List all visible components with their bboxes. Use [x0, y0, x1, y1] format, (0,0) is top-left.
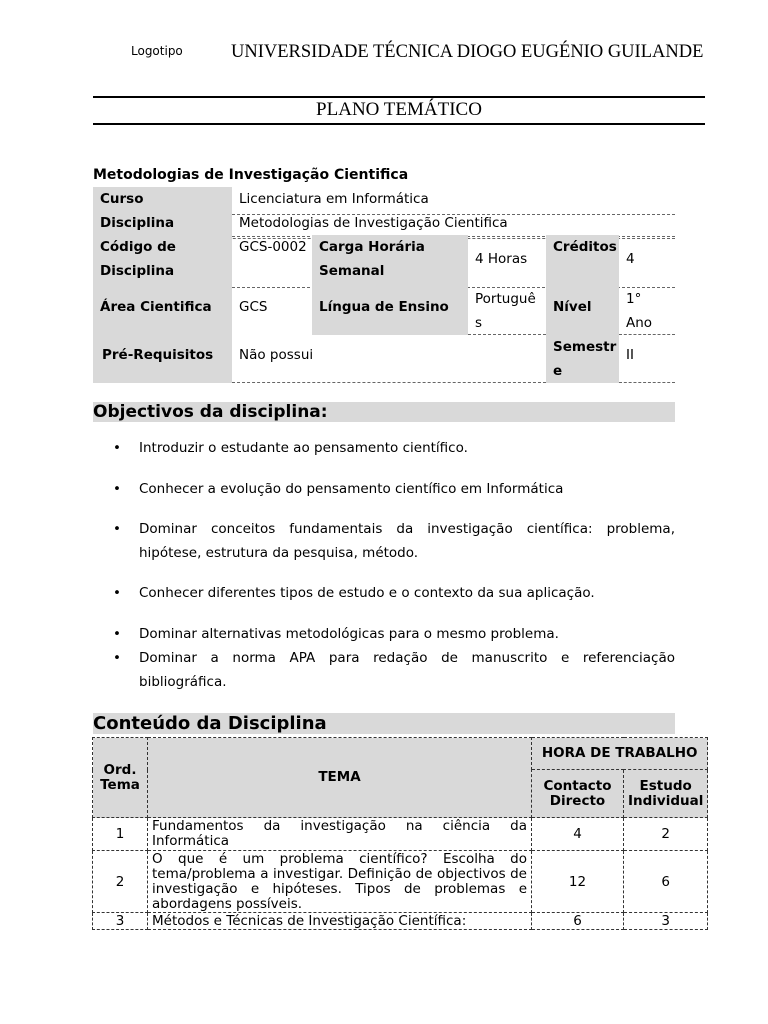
- row-ord: 1: [93, 818, 148, 851]
- disciplina-value: Metodologias de Investigação Cientifica: [232, 215, 675, 237]
- title-bottom-rule: [93, 123, 705, 125]
- objective-item: • Conhecer diferentes tipos de estudo e o contexto da sua aplicação.: [93, 581, 675, 605]
- table-row: [93, 851, 708, 913]
- objective-item: • Dominar conceitos fundamentais da investigação científica: problema, hipótese, estrutura da pesquisa, método.: [93, 517, 675, 565]
- lingua-value: Português: [468, 287, 546, 335]
- row-ord: 3: [93, 913, 148, 930]
- carga-label: Carga Horária Semanal: [312, 235, 468, 287]
- area-value: GCS: [239, 299, 268, 315]
- creditos-label: Créditos: [546, 235, 619, 287]
- curso-label: Curso: [93, 187, 232, 211]
- table-row: [93, 818, 708, 851]
- col-ord-header: Ord. Tema: [93, 738, 148, 818]
- col-contacto-header: Contacto Directo: [532, 770, 624, 818]
- prereq-value: Não possui: [232, 335, 546, 383]
- title-top-rule: [93, 96, 705, 98]
- content-table: [92, 737, 708, 930]
- row-estudo: 2: [624, 818, 708, 851]
- semestre-label: Semestre: [546, 335, 619, 383]
- col-tema-header: TEMA: [148, 738, 532, 818]
- semestre-value: II: [619, 335, 675, 383]
- lingua-label: Língua de Ensino: [312, 287, 468, 335]
- codigo-label: Código de Disciplina: [93, 235, 232, 287]
- course-title: Metodologias de Investigação Cientifica: [93, 167, 409, 183]
- row-contacto: 12: [532, 851, 624, 913]
- objective-item: • Dominar alternativas metodológicas para o mesmo problema.: [93, 622, 675, 646]
- university-name: UNIVERSIDADE TÉCNICA DIOGO EUGÉNIO GUILANDE: [231, 42, 704, 62]
- codigo-value: GCS-0002: [239, 239, 307, 255]
- logo-placeholder: Logotipo: [131, 44, 183, 58]
- nivel-label: Nível: [546, 287, 619, 335]
- objectives-list: [93, 436, 675, 694]
- content-heading: Conteúdo da Disciplina: [93, 713, 675, 734]
- col-hora-header: HORA DE TRABALHO: [532, 738, 708, 770]
- row-tema: Métodos e Técnicas de Investigação Científica:: [148, 913, 532, 930]
- creditos-value: 4: [626, 251, 635, 267]
- document-title: PLANO TEMÁTICO: [316, 99, 482, 120]
- row-estudo: 6: [624, 851, 708, 913]
- nivel-value: 1° Ano: [619, 287, 675, 335]
- row-contacto: 6: [532, 913, 624, 930]
- col-estudo-header: Estudo Individual: [624, 770, 708, 818]
- row-tema: Fundamentos da investigação na ciência da Informática: [148, 818, 532, 851]
- row-estudo: 3: [624, 913, 708, 930]
- row-tema: O que é um problema científico? Escolha do tema/problema a investigar. Definição de objectivos de investigação e hipóteses. Tipos de problemas e abordagens possíveis.: [148, 851, 532, 913]
- objective-item: • Introduzir o estudante ao pensamento científico.: [93, 436, 675, 460]
- carga-value: 4 Horas: [475, 251, 528, 267]
- curso-value: Licenciatura em Informática: [232, 187, 675, 215]
- disciplina-label: Disciplina: [93, 211, 232, 235]
- row-ord: 2: [93, 851, 148, 913]
- table-row: [93, 913, 708, 930]
- prereq-label: Pré-Requisitos: [93, 335, 232, 383]
- objective-item: • Dominar a norma APA para redação de manuscrito e referenciação bibliográfica.: [93, 646, 675, 694]
- area-label: Área Cientifica: [93, 287, 232, 335]
- objectives-heading: Objectivos da disciplina:: [93, 402, 675, 422]
- row-contacto: 4: [532, 818, 624, 851]
- objective-item: • Conhecer a evolução do pensamento científico em Informática: [93, 477, 675, 501]
